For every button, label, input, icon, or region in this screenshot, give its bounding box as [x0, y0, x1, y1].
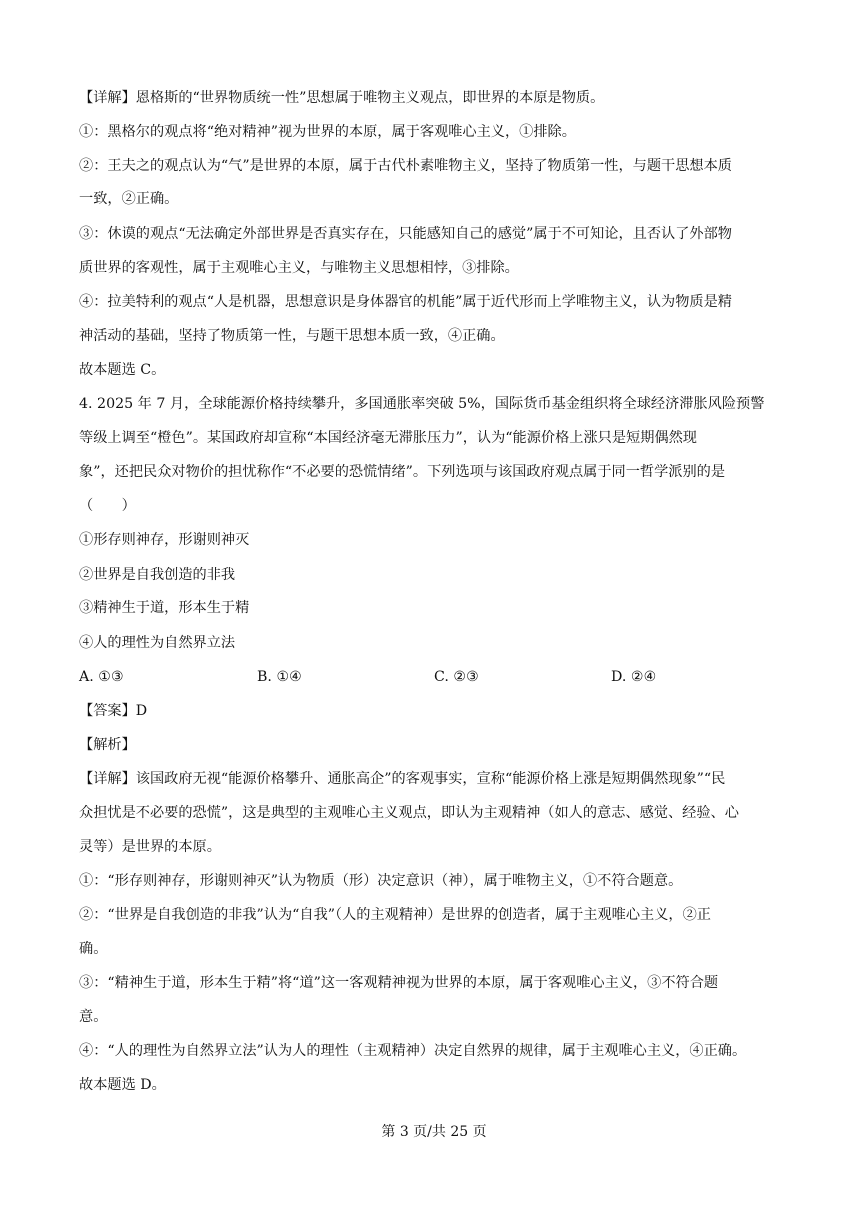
question-stem-line: 等级上调至“橙色”。某国政府却宣称“本国经济毫无滞胀压力”，认为“能源价格上涨只是短期偶然现 — [79, 430, 697, 446]
question-blank: （ ） — [79, 498, 136, 514]
question-option: ①形存则神存，形谢则神灭 — [79, 532, 250, 548]
prev-item-line: ④：拉美特利的观点“人是机器，思想意识是身体器官的机能”属于近代形而上学唯物主义，认为物质是精 — [79, 294, 732, 310]
prev-item-line: 一致，②正确。 — [79, 191, 179, 207]
detail-line: 灵等）是世界的本原。 — [79, 839, 221, 855]
choice-c: C. ②③ — [434, 669, 479, 685]
detail-line: 意。 — [79, 1009, 108, 1025]
prev-item-line: 神活动的基础，坚持了物质第一性，与题干思想本质一致，④正确。 — [79, 328, 505, 344]
prev-item-line: ②：王夫之的观点认为“气”是世界的本原，属于古代朴素唯物主义，坚持了物质第一性，与题干思想本质 — [79, 158, 732, 174]
detail-line: ③：“精神生于道，形本生于精”将“道”这一客观精神视为世界的本原，属于客观唯心主义，③不符合题 — [79, 975, 719, 991]
page-footer: 第 3 页/共 25 页 — [381, 1124, 487, 1140]
question-option: ②世界是自我创造的非我 — [79, 567, 236, 583]
detail-line: ①：“形存则神存，形谢则神灭”认为物质（形）决定意识（神），属于唯物主义，①不符合题意。 — [79, 873, 683, 889]
detail-line: 众担忧是不必要的恐慌”，这是典型的主观唯心主义观点，即认为主观精神（如人的意志、感觉、经验、心 — [79, 805, 739, 821]
answer-line: 【答案】D — [79, 703, 148, 719]
detail-line: 【详解】该国政府无视“能源价格攀升、通胀高企”的客观事实，宣称“能源价格上涨是短期偶然现象”“民 — [79, 771, 726, 787]
prev-conclusion: 故本题选 C。 — [79, 362, 166, 378]
prev-item-line: ①：黑格尔的观点将“绝对精神”视为世界的本原，属于客观唯心主义，①排除。 — [79, 124, 576, 140]
prev-item-line: 质世界的客观性，属于主观唯心主义，与唯物主义思想相悖，③排除。 — [79, 260, 519, 276]
detail-line: 确。 — [79, 941, 108, 957]
detail-line: ②：“世界是自我创造的非我”认为“自我”（人的主观精神）是世界的创造者，属于主观唯心主义，②正 — [79, 907, 711, 923]
question-option: ④人的理性为自然界立法 — [79, 635, 236, 651]
choice-a: A. ①③ — [79, 669, 124, 685]
prev-detail-line: 【详解】恩格斯的“世界物质统一性”思想属于唯物主义观点，即世界的本原是物质。 — [79, 90, 605, 106]
detail-line: ④：“人的理性为自然界立法”认为人的理性（主观精神）决定自然界的规律，属于主观唯心主义，④正确。 — [79, 1043, 747, 1059]
question-option: ③精神生于道，形本生于精 — [79, 600, 250, 616]
prev-item-line: ③：休谟的观点“无法确定外部世界是否真实存在，只能感知自己的感觉”属于不可知论，且否认了外部物 — [79, 226, 732, 242]
analysis-heading: 【解析】 — [79, 737, 136, 753]
answer-choices — [79, 667, 793, 687]
choice-d: D. ②④ — [611, 669, 657, 685]
question-stem-line: 象”，还把民众对物价的担忧称作“不必要的恐慌情绪”。下列选项与该国政府观点属于同一哲学派别的是 — [79, 464, 726, 480]
answer-conclusion: 故本题选 D。 — [79, 1077, 166, 1093]
question-stem-line: 4. 2025 年 7 月，全球能源价格持续攀升，多国通胀率突破 5%，国际货币基金组织将全球经济滞胀风险预警 — [79, 396, 765, 412]
choice-b: B. ①④ — [257, 669, 302, 685]
